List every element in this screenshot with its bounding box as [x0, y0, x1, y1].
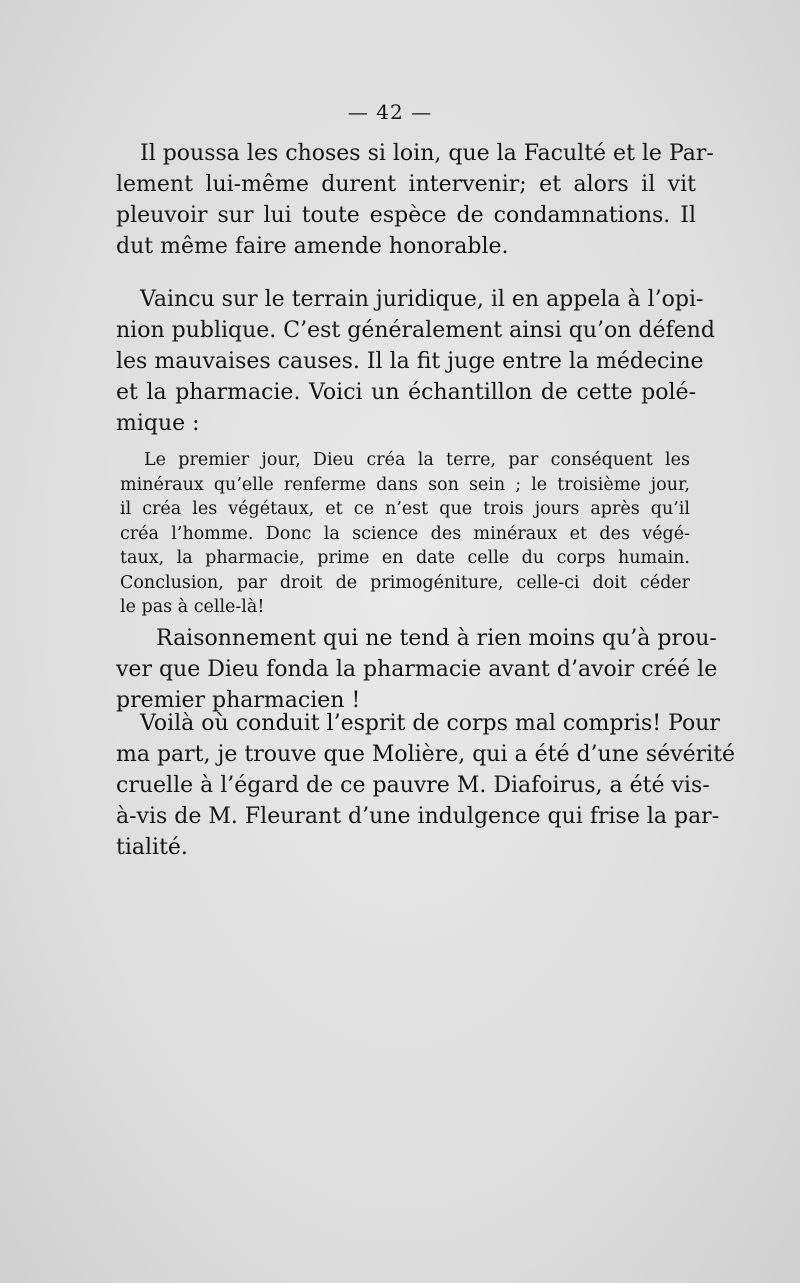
quote-line: Le premier jour, Dieu créa la terre, par conséquent les [144, 450, 690, 470]
paragraph-line: cruelle à l’égard de ce pauvre M. Diafoirus, a été vis- [116, 773, 710, 798]
quote-line: Conclusion, par droit de primogéniture, celle-ci doit céder [120, 572, 690, 593]
paragraph-line: mique : [116, 411, 200, 436]
quoted-passage [120, 448, 690, 620]
paragraph-line: dut même faire amende honorable. [116, 234, 509, 259]
quote-line: taux, la pharmacie, prime en date celle du corps humain. [120, 548, 690, 568]
paragraph-1 [116, 138, 714, 262]
paragraph-line: tialité. [116, 835, 188, 860]
quote-line: il créa les végétaux, et ce n’est que trois jours après qu’il [120, 499, 690, 519]
paragraph-line: ver que Dieu fonda la pharmacie avant d’avoir créé le [116, 657, 718, 682]
quote-line: créa l’homme. Donc la science des minéraux et des végé- [120, 523, 690, 544]
paragraph-line: Voilà où conduit l’esprit de corps mal compris! Pour [140, 711, 720, 736]
paragraph-3 [116, 623, 718, 716]
paragraph-2 [116, 284, 715, 439]
paragraph-4 [116, 708, 736, 863]
paragraph-line: et la pharmacie. Voici un échantillon de cette polé- [116, 380, 696, 405]
paragraph-line: nion publique. C’est généralement ainsi qu’on défend [116, 318, 715, 343]
quote-line: minéraux qu’elle renferme dans son sein ; le troisième jour, [120, 474, 690, 495]
paragraph-line: lement lui-même durent intervenir; et alors il vit [116, 172, 696, 197]
paragraph-line: premier pharmacien ! [116, 688, 361, 713]
paragraph-line: pleuvoir sur lui toute espèce de condamnations. Il [116, 203, 696, 228]
paragraph-line: à-vis de M. Fleurant d’une indulgence qui frise la par- [116, 804, 720, 829]
paragraph-line: Vaincu sur le terrain juridique, il en appela à l’opi- [140, 287, 704, 312]
quote-line: le pas à celle-là! [120, 597, 265, 617]
paragraph-line: les mauvaises causes. Il la fit juge entre la médecine [116, 349, 704, 374]
paragraph-line: Raisonnement qui ne tend à rien moins qu’à prou- [156, 626, 717, 651]
page-number: — 42 — [347, 100, 433, 124]
paragraph-line: Il poussa les choses si loin, que la Faculté et le Par- [140, 141, 714, 166]
paragraph-line: ma part, je trouve que Molière, qui a été d’une sévérité [116, 742, 736, 767]
